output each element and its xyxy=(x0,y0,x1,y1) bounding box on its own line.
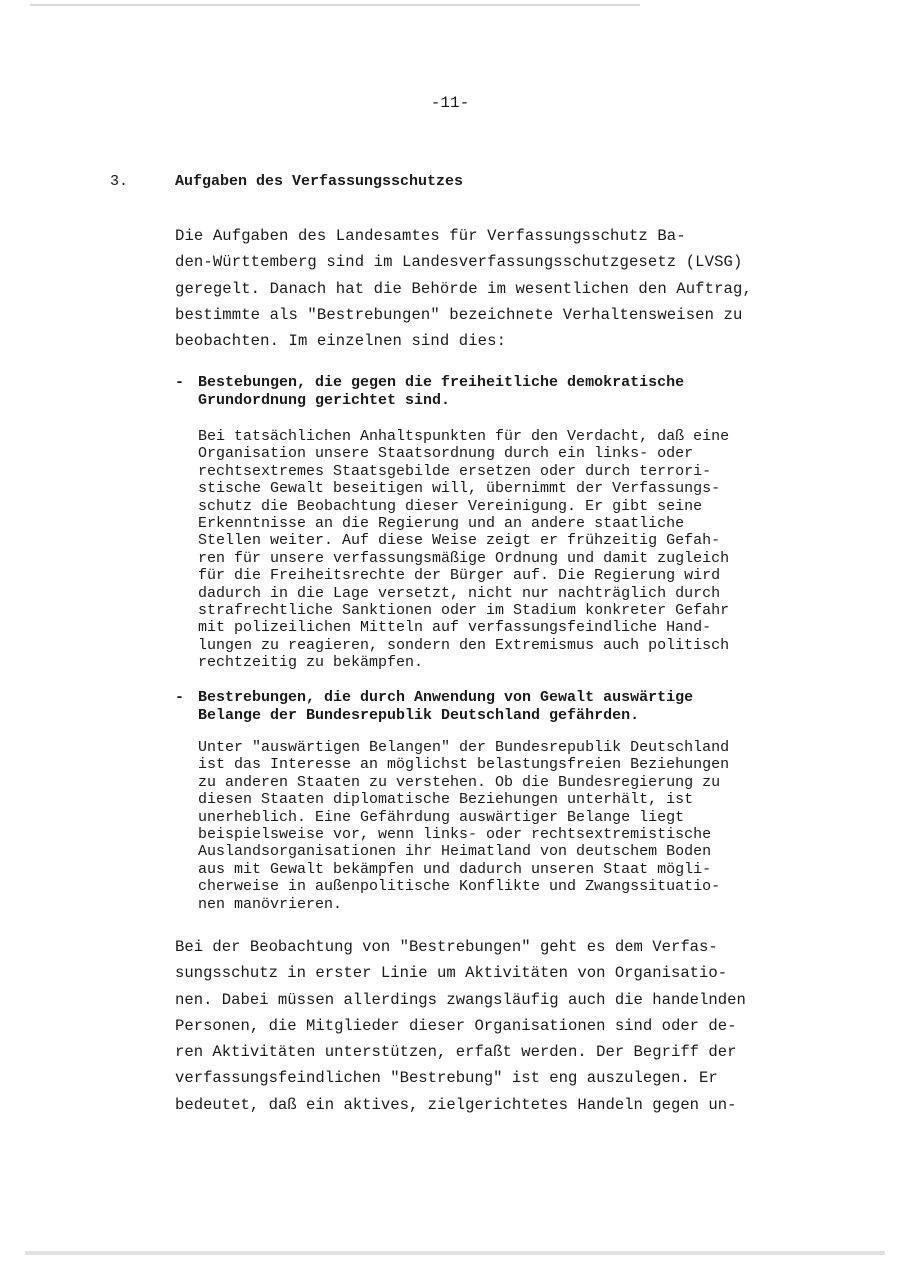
bullet-heading-text: Bestebungen, die gegen die freiheitliche demokratische Grundordnung gerichtet sind. xyxy=(198,374,685,409)
bullet-dash: - xyxy=(175,374,185,391)
page-number: -11- xyxy=(430,94,470,112)
bullet-paragraph-1: Bei tatsächlichen Anhaltspunkten für den Verdacht, daß eine Organisation unsere Staatsordnung durch ein links- oder rechtsextremes Staatsgebilde ersetzen oder durch terrori- stische Gewalt beseitigen will, übernimmt der Verfassungs- schutz die Beobachtung dieser Vereinigung. Er gibt seine Erkenntnisse an die Regierung und an andere staatliche Stellen weiter. Auf diese Weise zeigt er frühzeitig Gefah- ren für unsere verfassungsmäßige Ordnung und damit zugleich für die Freiheitsrechte der Bürger auf. Die Regierung wird dadurch in die Lage versetzt, nicht nur nachträglich durch strafrechtliche Sanktionen oder im Stadium konkreter Gefahr mit polizeilichen Mitteln auf verfassungsfeindliche Hand- lungen zu reagieren, sondern den Extremismus auch politisch rechtzeitig zu bekämpfen. xyxy=(198,428,730,672)
section-title: Aufgaben des Verfassungsschutzes xyxy=(175,173,464,190)
bullet-heading-2 xyxy=(175,689,825,724)
bullet-heading-text: Bestrebungen, die durch Anwendung von Gewalt auswärtige Belange der Bundesrepublik Deutschland gefährden. xyxy=(198,689,694,724)
bullet-paragraph-2: Unter "auswärtigen Belangen" der Bundesrepublik Deutschland ist das Interesse an möglichst belastungsfreien Beziehungen zu anderen Staaten zu verstehen. Ob die Bundesregierung zu diesen Staaten diplomatische Beziehungen unterhält, ist unerheblich. Eine Gefährdung auswärtiger Belange liegt beispielsweise vor, wenn links- oder rechtsextremistische Auslandsorganisationen ihr Heimatland von deutschem Boden aus mit Gewalt bekämpfen und dadurch unseren Staat mögli- cherweise in außenpolitische Konflikte und Zwangssituatio- nen manövrieren. xyxy=(198,739,730,913)
section-number: 3. xyxy=(110,173,129,190)
bullet-dash: - xyxy=(175,689,185,706)
bullet-heading-1 xyxy=(175,374,825,409)
closing-paragraph: Bei der Beobachtung von "Bestrebungen" geht es dem Verfas- sungsschutz in erster Linie um Aktivitäten von Organisatio- nen. Dabei müssen allerdings zwangsläufig auch die handelnden Personen, die Mitglieder dieser Organisationen sind oder de- ren Aktivitäten unterstützen, erfaßt werden. Der Begriff der verfassungsfeindlichen "Bestrebung" ist eng auszulegen. Er bedeutet, daß ein aktives, zielgerichtetes Handeln gegen un- xyxy=(175,938,746,1114)
page-edge-top xyxy=(30,4,640,6)
intro-paragraph: Die Aufgaben des Landesamtes für Verfassungsschutz Ba- den-Württemberg sind im Landesverfassungsschutzgesetz (LVSG) geregelt. Danach hat die Behörde im wesentlichen den Auftrag, bestimmte als "Bestrebungen" bezeichnete Verhaltensweisen zu beobachten. Im einzelnen sind dies: xyxy=(175,227,752,351)
page-edge-bottom xyxy=(25,1251,885,1255)
